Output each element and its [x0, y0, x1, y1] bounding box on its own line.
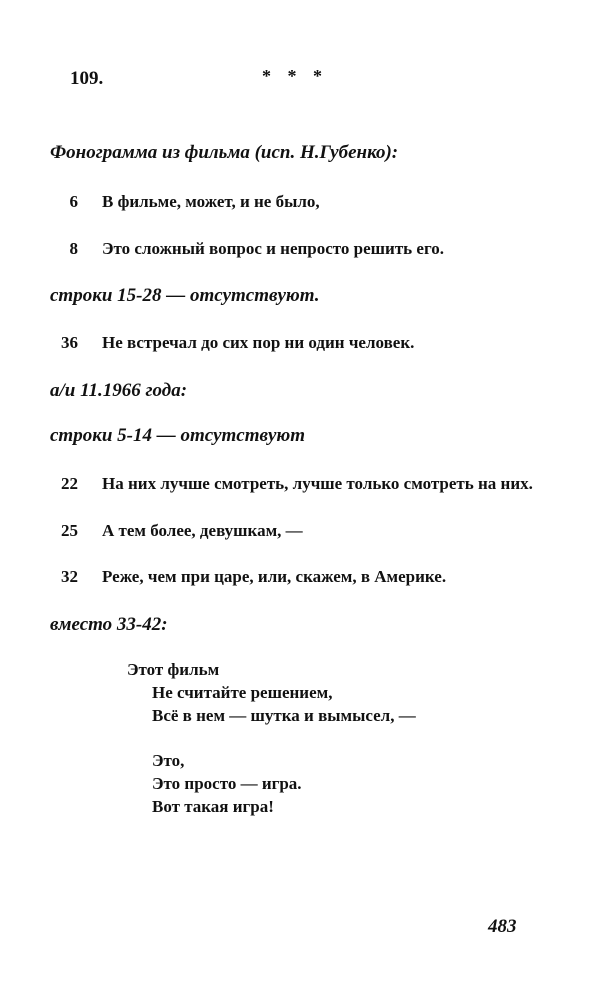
poem-number: 109.: [70, 68, 104, 89]
section-ornament: * * *: [262, 66, 328, 86]
verse-line: Всё в нем — шутка и вымысел, —: [152, 706, 416, 725]
line-text: Это сложный вопрос и непросто решить его.: [102, 239, 445, 258]
variant-row: [50, 239, 445, 261]
variant-row: [50, 474, 533, 496]
heading-phonogram: Фонограмма из фильма (исп. Н.Губенко):: [50, 142, 399, 163]
heading-lines-15-28: строки 15-28 — отсутствуют.: [50, 285, 320, 306]
verse-line: Этот фильм: [127, 660, 220, 679]
verse-line: Не считайте решением,: [152, 683, 333, 702]
heading-autograph-1966: а/и 11.1966 года:: [50, 380, 188, 401]
line-number: 32: [61, 567, 78, 586]
line-number: 8: [69, 239, 78, 258]
line-number: 6: [69, 192, 78, 211]
line-number: 36: [61, 333, 78, 352]
page-number: 483: [488, 916, 517, 937]
verse-line: Это,: [152, 751, 185, 770]
verse-line: Это просто — игра.: [152, 774, 302, 793]
heading-instead-33-42: вместо 33-42:: [50, 614, 168, 635]
variant-row: [50, 192, 320, 214]
variant-row: [50, 333, 415, 355]
verse-line: Вот такая игра!: [152, 797, 274, 816]
variant-row: [50, 521, 303, 543]
variant-row: [50, 567, 447, 589]
line-number: 22: [61, 474, 78, 493]
line-text: Реже, чем при царе, или, скажем, в Америке.: [102, 567, 447, 586]
line-text: А тем более, девушкам, —: [102, 521, 303, 540]
heading-lines-5-14: строки 5-14 — отсутствуют: [50, 425, 306, 446]
line-text: В фильме, может, и не было,: [102, 192, 320, 211]
line-text: На них лучше смотреть, лучше только смотреть на них.: [102, 474, 533, 493]
line-text: Не встречал до сих пор ни один человек.: [102, 333, 415, 352]
line-number: 25: [61, 521, 78, 540]
